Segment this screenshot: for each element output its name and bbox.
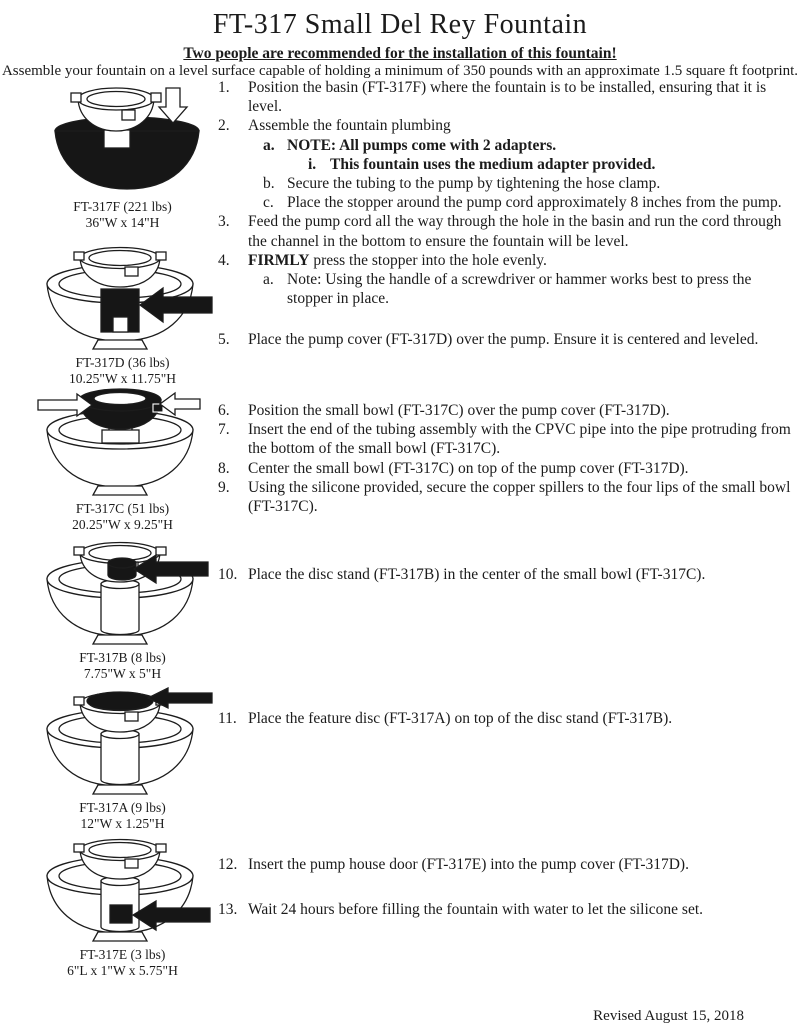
- basin-foot: [93, 635, 147, 644]
- step-text: This fountain uses the medium adapter provided.: [330, 155, 656, 173]
- step-13: [218, 900, 792, 919]
- step-text: Note: Using the handle of a screwdriver or hammer works best to press the stopper in place.: [287, 271, 752, 308]
- left-arrow-icon: [160, 393, 200, 415]
- step-text: Place the stopper around the pump cord approximately 8 inches from the pump.: [287, 194, 782, 212]
- step-5: [218, 330, 792, 349]
- part-dimensions: 6"L x 1"W x 5.75"H: [67, 962, 178, 978]
- disc-stand-illustration: [30, 537, 215, 647]
- step-number: 12.: [218, 856, 238, 873]
- bowl-lip: [74, 697, 84, 705]
- bowl-pedestal: [104, 130, 130, 148]
- step-number: 6.: [218, 402, 230, 419]
- step-2a: [263, 136, 792, 155]
- step-number: 5.: [218, 331, 230, 348]
- figure-feature-disc-ft317a: [30, 687, 215, 831]
- bowl-lip: [74, 252, 84, 260]
- pump-door-opening: [113, 317, 128, 332]
- steps-13: [218, 900, 792, 919]
- feature-disc: [87, 692, 153, 710]
- basin-foot: [93, 932, 147, 941]
- step-text: NOTE: All pumps come with 2 adapters.: [287, 136, 557, 154]
- step-text: Center the small bowl (FT-317C) on top of the pump cover (FT-317D).: [248, 459, 689, 477]
- step-text: Using the silicone provided, secure the copper spillers to the four lips of the small bowl (FT-317C).: [248, 478, 791, 516]
- step-bold-word: FIRMLY: [248, 251, 310, 269]
- part-dimensions: 20.25"W x 9.25"H: [72, 516, 173, 532]
- figure-pump-cover-ft317d: [30, 242, 215, 386]
- basin-illustration: [30, 86, 215, 196]
- bowl-pedestal: [101, 584, 139, 635]
- step-number: a.: [263, 136, 275, 154]
- step-12: [218, 855, 792, 874]
- bowl-lip: [122, 110, 135, 120]
- step-6: [218, 401, 792, 420]
- part-label: FT-317D (36 lbs): [75, 355, 170, 370]
- part-dimensions: 36"W x 14"H: [85, 214, 160, 230]
- step-text: Position the basin (FT-317F) where the fountain is to be installed, ensuring that it is level.: [248, 79, 767, 116]
- part-label: FT-317F (221 lbs): [73, 199, 172, 214]
- step-2a-i: [308, 155, 792, 174]
- pump-cover-illustration: [30, 242, 215, 352]
- step-4: [218, 251, 792, 270]
- basin-foot: [93, 486, 147, 495]
- step-7: [218, 420, 792, 458]
- step-number: 13.: [218, 901, 238, 918]
- step-number: a.: [263, 271, 274, 289]
- part-dimensions: 7.75"W x 5"H: [83, 665, 162, 681]
- step-number: b.: [263, 175, 275, 193]
- step-number: 10.: [218, 566, 238, 583]
- step-9: [218, 478, 792, 516]
- step-text: Assemble the fountain plumbing: [248, 117, 451, 135]
- part-dimensions: 10.25"W x 11.75"H: [68, 370, 177, 386]
- figure-small-bowl-ft317c: [30, 388, 215, 532]
- step-11: [218, 709, 792, 728]
- step-text: Position the small bowl (FT-317C) over the pump cover (FT-317D).: [248, 402, 670, 419]
- step-3: [218, 212, 792, 250]
- bowl-lip: [156, 252, 166, 260]
- figure-basin-ft317f: [30, 86, 215, 230]
- step-number: 9.: [218, 478, 230, 496]
- bowl-lip: [125, 267, 138, 276]
- bowl-lip: [156, 547, 166, 555]
- step-number: 11.: [218, 710, 237, 727]
- step-number: 1.: [218, 79, 230, 96]
- step-1: [218, 78, 792, 116]
- steps-10: [218, 565, 792, 584]
- pump-house-door: [110, 905, 132, 923]
- step-number: 2.: [218, 117, 230, 135]
- bowl-lip: [74, 844, 84, 852]
- steps-11: [218, 709, 792, 728]
- part-label: FT-317B (8 lbs): [79, 650, 166, 665]
- bowl-pedestal: [101, 734, 139, 785]
- part-dimensions: 12"W x 1.25"H: [80, 815, 165, 831]
- step-text: Feed the pump cord all the way through the hole in the basin and run the cord through the channel in the bottom to ensure the fountain will be level.: [248, 213, 782, 250]
- step-number: 4.: [218, 251, 230, 269]
- bowl-lip: [125, 859, 138, 868]
- step-text: Wait 24 hours before filling the fountain with water to let the silicone set.: [248, 901, 704, 918]
- step-text: FIRMLY press the stopper into the hole evenly.: [248, 251, 547, 269]
- page-title: FT-317 Small Del Rey Fountain: [212, 9, 588, 40]
- down-arrow-icon: [159, 88, 187, 123]
- step-number: 8.: [218, 459, 230, 477]
- step-text: Place the pump cover (FT-317D) over the pump. Ensure it is centered and leveled.: [248, 331, 759, 348]
- basin-foot: [93, 785, 147, 794]
- steps-5: [218, 330, 792, 349]
- intro-line: Assemble your fountain on a level surface capable of holding a minimum of 350 pounds with an approximate 1.5 square ft footprint.: [1, 63, 799, 79]
- steps-1-to-4: [218, 78, 792, 308]
- step-text: Secure the tubing to the pump by tightening the hose clamp.: [287, 175, 661, 193]
- figure-disc-stand-ft317b: [30, 537, 215, 681]
- basin-foot: [93, 340, 147, 349]
- step-number: 7.: [218, 421, 230, 439]
- steps-12: [218, 855, 792, 874]
- part-label: FT-317A (9 lbs): [79, 800, 166, 815]
- step-text: Insert the end of the tubing assembly with the CPVC pipe into the pipe protruding from the bottom of the small bowl (FT-317C).: [248, 421, 791, 458]
- bowl-lip: [74, 547, 84, 555]
- step-number: 3.: [218, 213, 230, 231]
- step-text: Place the disc stand (FT-317B) in the center of the small bowl (FT-317C).: [248, 566, 706, 583]
- feature-disc-illustration: [30, 687, 215, 797]
- step-4a: [263, 270, 792, 308]
- part-label: FT-317E (3 lbs): [79, 947, 166, 962]
- step-10: [218, 565, 792, 584]
- pump-door-illustration: [30, 834, 215, 944]
- warning-line: Two people are recommended for the installation of this fountain!: [183, 45, 617, 62]
- bowl-lip: [71, 93, 81, 102]
- step-2: [218, 116, 792, 135]
- step-2c: [263, 193, 792, 212]
- small-bowl-illustration: [30, 388, 215, 498]
- part-label: FT-317C (51 lbs): [75, 501, 170, 516]
- bowl-lip: [156, 844, 166, 852]
- step-number: c.: [263, 194, 274, 212]
- figure-pump-door-ft317e: [30, 834, 215, 978]
- bowl-pedestal: [102, 430, 139, 443]
- bowl-lip: [151, 93, 161, 102]
- step-text: Place the feature disc (FT-317A) on top of the disc stand (FT-317B).: [248, 710, 673, 727]
- step-2b: [263, 174, 792, 193]
- step-8: [218, 459, 792, 478]
- revision-date: Revised August 15, 2018: [593, 1008, 744, 1024]
- steps-6-to-9: [218, 401, 792, 516]
- bowl-lip: [125, 712, 138, 721]
- step-number: i.: [308, 155, 317, 173]
- step-text: Insert the pump house door (FT-317E) into the pump cover (FT-317D).: [248, 856, 689, 873]
